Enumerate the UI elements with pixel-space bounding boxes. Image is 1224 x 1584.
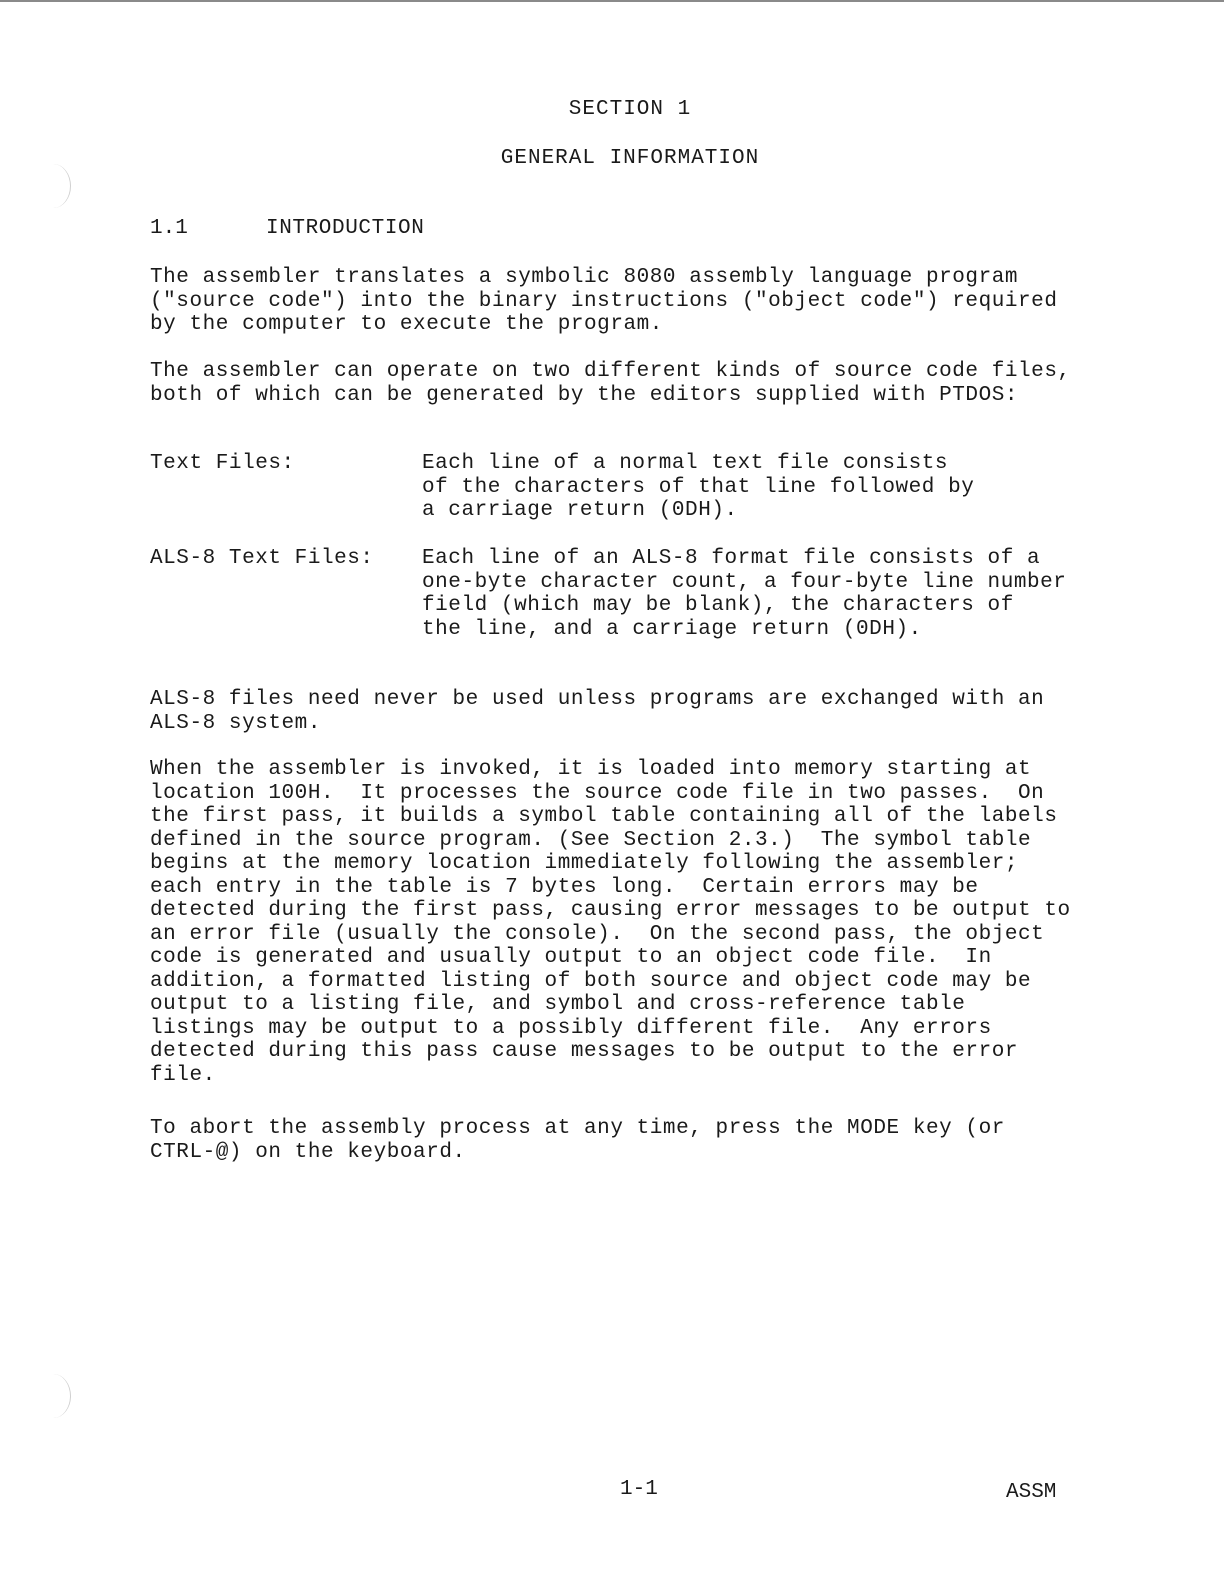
definition-term: Text Files: (150, 452, 295, 475)
section-title: GENERAL INFORMATION (500, 147, 760, 170)
definition-text: Each line of a normal text file consists of the characters of that line followed by a carriage return (0DH). (422, 452, 975, 522)
punch-hole-top (36, 164, 71, 208)
section-number: SECTION 1 (568, 98, 692, 121)
punch-hole-bottom (36, 1374, 71, 1418)
paragraph-assembly-process: When the assembler is invoked, it is loaded into memory starting at location 100H. It processes the source code file in two passes. On the first pass, it builds a symbol table containing all of the labels defined in the source program. (See Section 2.3.) The symbol table begins at the memory location immediately following the assembler; each entry in the table is 7 bytes long. Certain errors may be detected during the first pass, causing error messages to be output to an error file (usually the console). On the second pass, the object code is generated and usually output to an object code file. In addition, a formatted listing of both source and object code may be output to a listing file, and symbol and cross-reference table listings may be output to a possibly different file. Any errors detected during this pass cause messages to be output to the error file. (150, 758, 1071, 1087)
paragraph-als8-usage: ALS-8 files need never be used unless programs are exchanged with an ALS-8 system. (150, 688, 1045, 735)
page-number: 1-1 (620, 1478, 658, 1501)
definition-text: Each line of an ALS-8 format file consists of a one-byte character count, a four-byte line number field (which may be blank), the characters of the line, and a carriage return (0DH). (422, 547, 1067, 641)
paragraph-file-kinds: The assembler can operate on two different kinds of source code files, both of which can be generated by the editors supplied with PTDOS: (150, 360, 1071, 407)
definition-term: ALS-8 Text Files: (150, 547, 374, 570)
paragraph-abort: To abort the assembly process at any time, press the MODE key (or CTRL-@) on the keyboard. (150, 1117, 1005, 1164)
definition-als8-files (150, 547, 1160, 647)
subsection-heading (150, 217, 750, 243)
page-top-edge (0, 0, 1224, 2)
document-code: ASSM (1006, 1481, 1057, 1504)
subsection-title: INTRODUCTION (266, 217, 425, 240)
subsection-number: 1.1 (150, 217, 188, 240)
definition-text-files (150, 452, 1160, 527)
paragraph-intro: The assembler translates a symbolic 8080 assembly language program ("source code") into the binary instructions ("object code") required by the computer to execute the program. (150, 266, 1058, 336)
